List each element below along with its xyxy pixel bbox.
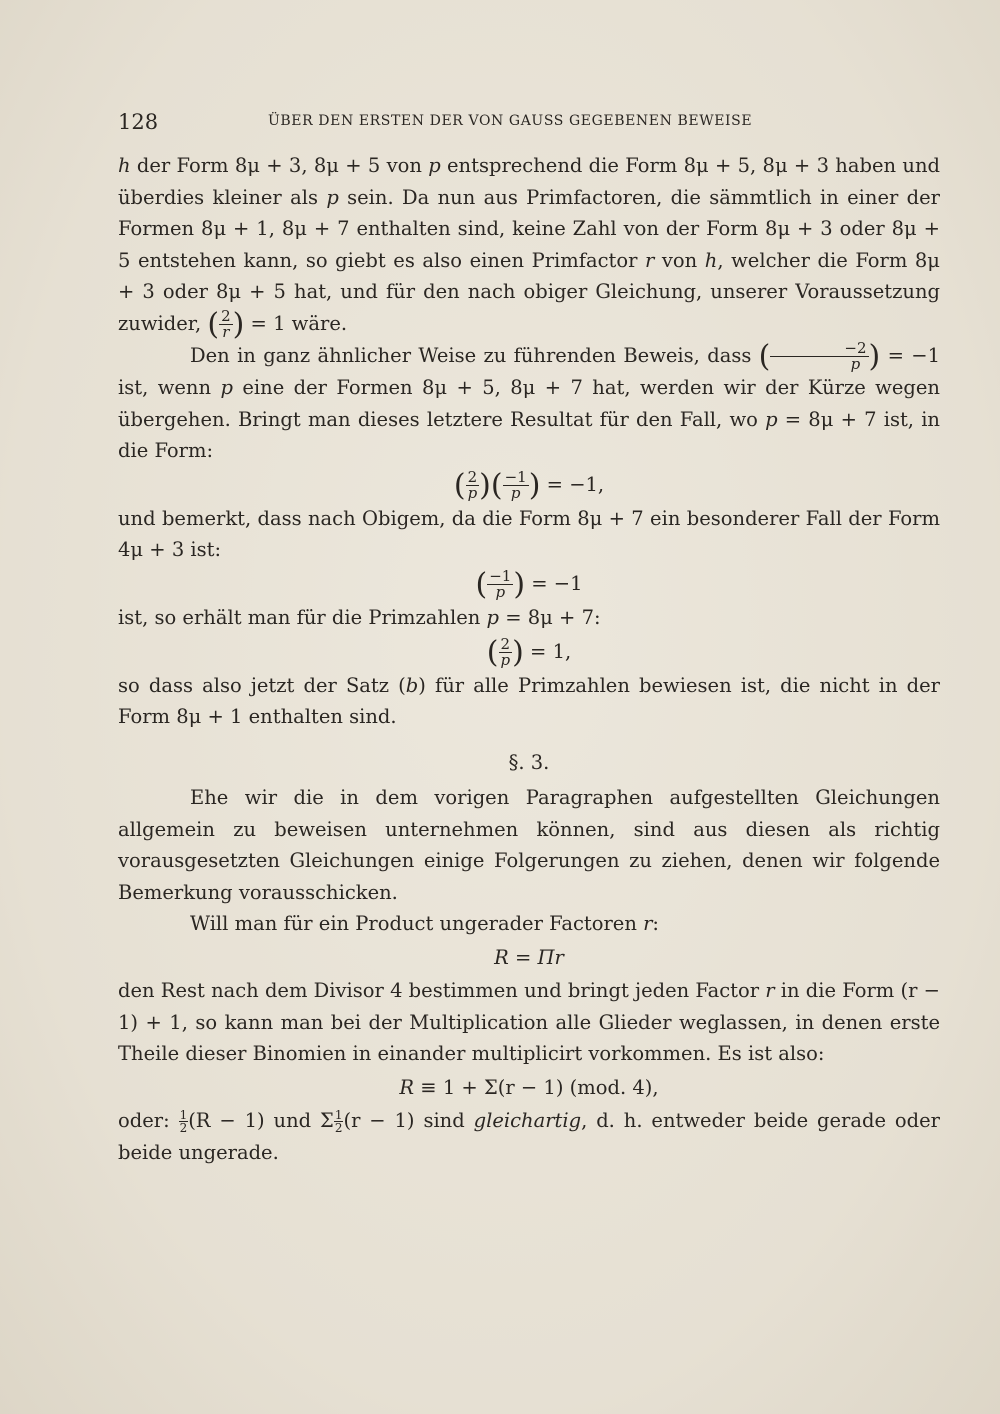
text: = 1 wäre. (244, 311, 348, 335)
legendre-symbol (770, 338, 868, 373)
text: : (652, 912, 659, 936)
paragraph-2 (118, 340, 940, 467)
text: so dass also jetzt der Satz ( (118, 673, 406, 697)
paragraph-6 (118, 782, 940, 908)
page-body (118, 150, 940, 1168)
text: entsprechend die Form 8μ + 5, 8μ + 3 haben und überdies kleiner als (118, 154, 940, 209)
left-paren: ( (207, 306, 220, 342)
frac-numerator: −1 (489, 566, 512, 585)
paragraph-4 (118, 602, 940, 634)
text: von (654, 248, 705, 272)
text: oder: (118, 1109, 179, 1133)
equation-1 (118, 469, 940, 501)
section-heading: §. 3. (508, 750, 550, 774)
text: und bemerkt, dass nach Obigem, da die Form 8μ + 7 ein besonderer Fall der Form 4μ + 3 ist: (118, 506, 940, 562)
var-r: r (765, 979, 775, 1003)
legendre-symbol (487, 566, 513, 601)
legendre-symbol (219, 306, 233, 341)
frac-numerator: −1 (504, 467, 527, 486)
right-paren: ) (513, 566, 526, 602)
frac-numerator: 2 (221, 306, 231, 325)
right-paren: ) (232, 306, 245, 342)
equation-3 (118, 636, 940, 668)
theorem-label: b (405, 673, 419, 697)
right-paren: ) (479, 467, 491, 503)
var-p: p (486, 606, 500, 629)
text: Ehe wir die in dem vorigen Paragraphen aufgestellten Gleichungen allgemein zu beweisen unternehmen können, sind aus diesen als richtig vorausgesetzten Gleichungen einige Folgerungen zu ziehen, denen wir folgende Bemerkung vorausschicken. (118, 786, 940, 904)
paragraph-5 (118, 670, 940, 733)
equation-rhs: = −1 (525, 571, 583, 595)
equation-lhs: R (399, 1075, 415, 1099)
running-title: ÜBER DEN ERSTEN DER VON GAUSS GEGEBENEN BEWEISE (268, 113, 753, 129)
equation-lhs: R (494, 945, 509, 969)
frac-denominator: 2 (179, 1121, 188, 1136)
var-r: r (643, 912, 653, 936)
frac-numerator: 1 (334, 1108, 343, 1123)
frac-numerator: 2 (500, 634, 511, 653)
equation-rhs: ≡ 1 + Σ(r − 1) (mod. 4), (414, 1075, 659, 1099)
left-paren: ( (758, 338, 771, 374)
text: sein. Da nun aus Primfactoren, die sämmtlich in einer der Formen 8μ + 1, 8μ + 7 enthalten sind, keine Zahl von der Form 8μ + 3 oder 8μ + 5 entstehen kann, so giebt es also einen Primfactor (118, 185, 940, 272)
equation-rhs: = −1, (540, 472, 605, 496)
frac-denominator: 2 (334, 1121, 343, 1136)
fraction-half (179, 1109, 189, 1134)
var-h: h (118, 154, 131, 177)
text: (r − 1) sind (343, 1109, 474, 1133)
text: den Rest nach dem Divisor 4 bestimmen und bringt jeden Factor (118, 979, 766, 1003)
var-p: p (765, 407, 778, 431)
page-number: 128 (118, 110, 159, 134)
equation-rhs: = 1, (523, 639, 572, 663)
text: = −1 ist, wenn (118, 343, 940, 399)
equation-rhs: = Πr (508, 945, 564, 969)
text: , d. h. entweder beide gerade oder beide ungerade. (118, 1109, 940, 1164)
paragraph-7 (118, 908, 940, 940)
var-h: h (704, 248, 718, 272)
right-paren: ) (512, 634, 524, 670)
paragraph-1 (118, 150, 940, 340)
text: ) für alle Primzahlen bewiesen ist, die nicht in der Form 8μ + 1 enthalten sind. (118, 673, 940, 729)
legendre-symbol (499, 634, 513, 669)
text: = 8μ + 7 ist, in die Form: (118, 407, 940, 462)
equation-2 (118, 568, 940, 600)
text: der Form 8μ + 3, 8μ + 5 von (130, 154, 429, 177)
var-p: p (428, 154, 441, 177)
left-paren: ( (453, 467, 466, 503)
paragraph-3 (118, 503, 940, 566)
paragraph-8 (118, 975, 940, 1070)
text: , welcher die Form 8μ + 3 oder 8μ + 5 hat, und für den nach obiger Gleichung, unserer Voraussetzung zuwider, (118, 248, 940, 335)
equation-4 (118, 942, 940, 974)
left-paren: ( (486, 634, 499, 670)
equation-5 (118, 1072, 940, 1104)
frac-denominator: p (510, 483, 521, 502)
var-r: r (645, 248, 655, 272)
legendre-symbol (466, 467, 480, 502)
text: = 8μ + 7: (499, 606, 601, 629)
frac-denominator: p (495, 582, 506, 601)
frac-numerator: 1 (179, 1108, 188, 1123)
frac-denominator: p (850, 354, 861, 373)
text: Den in ganz ähnlicher Weise zu führenden Beweis, dass (190, 343, 759, 367)
text: ist, so erhält man für die Primzahlen (118, 606, 487, 629)
page-header (118, 108, 938, 138)
frac-numerator: 2 (467, 467, 478, 486)
paragraph-9 (118, 1105, 940, 1168)
frac-denominator: p (500, 650, 511, 669)
right-paren: ) (868, 338, 881, 374)
legendre-symbol (503, 467, 529, 502)
text: eine der Formen 8μ + 5, 8μ + 7 hat, werden wir der Kürze wegen übergehen. Bringt man dieses letztere Resultat für den Fall, wo (118, 376, 940, 431)
text: Will man für ein Product ungerader Factoren (190, 912, 644, 936)
frac-denominator: r (222, 322, 230, 341)
text: in die Form (r − 1) + 1, so kann man bei der Multiplication alle Glieder weglassen, in denen erste Theile dieser Binomien in einander multiplicirt vorkommen. Es ist also: (118, 979, 940, 1066)
left-paren: ( (490, 467, 503, 503)
frac-denominator: p (467, 483, 478, 502)
left-paren: ( (475, 566, 488, 602)
text: (R − 1) und Σ (188, 1109, 334, 1133)
var-p: p (326, 185, 339, 209)
frac-numerator: −2 (770, 341, 868, 357)
var-p: p (220, 376, 233, 399)
right-paren: ) (528, 467, 541, 503)
emphasis-text: gleichartig (473, 1109, 582, 1133)
